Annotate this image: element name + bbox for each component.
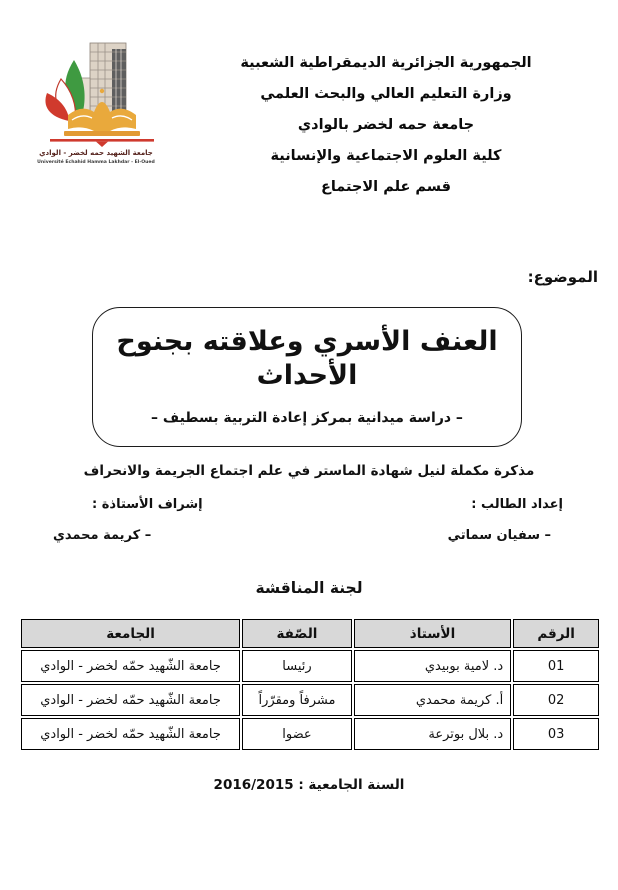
thesis-subtitle: – دراسة ميدانية بمركز إعادة التربية بسطيف – [151, 409, 463, 426]
thesis-title-box [92, 307, 522, 447]
university-logo-graphic [30, 36, 162, 168]
committee-header-row [21, 619, 599, 648]
ministry-header [170, 48, 602, 203]
supervisor-label: إشراف الأستاذة : [92, 497, 203, 512]
row-role: مشرفاً ومقرّراً [242, 684, 352, 716]
committee-table [19, 617, 601, 752]
col-header-number: الرقم [513, 619, 599, 648]
row-number: 02 [513, 684, 599, 716]
row-university: جامعة الشّهيد حمّه لخضر - الوادي [21, 718, 240, 750]
red-divider [50, 139, 154, 147]
col-header-professor: الأستاذ [354, 619, 511, 648]
committee-title: لجنة المناقشة [255, 579, 363, 597]
subject-label: الموضوع: [527, 268, 598, 286]
table-row [21, 650, 599, 682]
row-number: 03 [513, 718, 599, 750]
table-row [21, 718, 599, 750]
university-logo [30, 36, 162, 168]
logo-arabic-name: جامعة الشهيد حمه لخضر - الوادي [39, 149, 153, 157]
logo-french-name: Université Echahid Hamma Lakhdar - El-Oued [37, 160, 155, 165]
row-number: 01 [513, 650, 599, 682]
student-label: إعداد الطالب : [471, 497, 563, 512]
header-line-ministry: وزارة التعليم العالي والبحث العلمي [260, 86, 512, 102]
table-row [21, 684, 599, 716]
supervisor-name: – كريمة محمدي [53, 528, 152, 543]
header-line-republic: الجمهورية الجزائرية الديمقراطية الشعبية [240, 55, 532, 71]
row-university: جامعة الشّهيد حمّه لخضر - الوادي [21, 650, 240, 682]
row-role: رئيسا [242, 650, 352, 682]
row-university: جامعة الشّهيد حمّه لخضر - الوادي [21, 684, 240, 716]
row-professor: أ. كريمة محمدي [354, 684, 511, 716]
row-professor: د. لامية بوبيدي [354, 650, 511, 682]
thesis-title: العنف الأسري وعلاقته بجنوح الأحداث [116, 326, 498, 391]
academic-year: السنة الجامعية : 2016/2015 [213, 777, 405, 793]
degree-note: مذكرة مكملة لنيل شهادة الماستر في علم اجتماع الجريمة والانحراف [83, 463, 535, 479]
col-header-university: الجامعة [21, 619, 240, 648]
header-line-faculty: كلية العلوم الاجتماعية والإنسانية [270, 148, 502, 164]
row-role: عضوا [242, 718, 352, 750]
row-professor: د. بلال بوترعة [354, 718, 511, 750]
student-name: – سفيان سماتي [447, 528, 551, 543]
header-line-university: جامعة حمه لخضر بالوادي [297, 117, 475, 133]
header-line-department: قسم علم الاجتماع [320, 179, 452, 195]
col-header-role: الصّفة [242, 619, 352, 648]
